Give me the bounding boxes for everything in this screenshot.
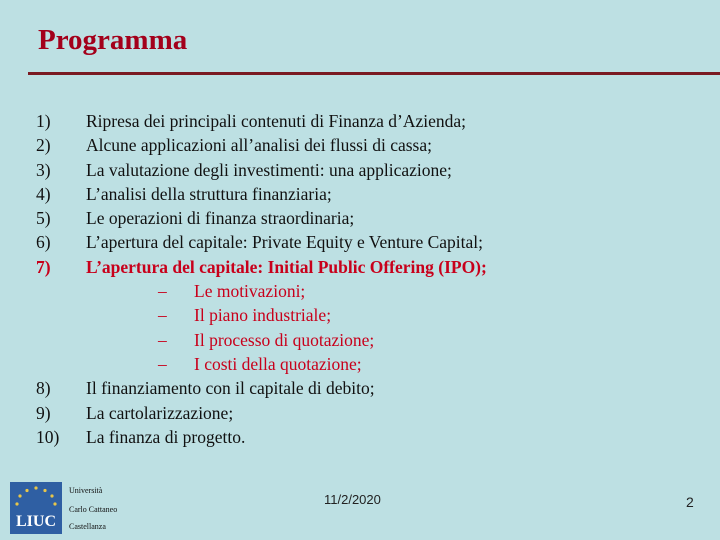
item-number: 7): [36, 256, 51, 277]
program-list: [36, 109, 716, 449]
slide-title: Programma: [38, 24, 188, 56]
item-text: L’analisi della struttura finanziaria;: [86, 183, 332, 204]
item-number: 3): [36, 159, 51, 180]
item-text: Le operazioni di finanza straordinaria;: [86, 208, 355, 229]
university-line: Carlo Cattaneo: [69, 505, 118, 514]
sub-item-text: Le motivazioni;: [194, 281, 306, 302]
list-item: [36, 425, 716, 449]
list-item: [36, 158, 716, 182]
sub-item: [36, 328, 716, 352]
university-line: Castellanza: [69, 522, 106, 531]
item-text: Il finanziamento con il capitale di debito;: [86, 378, 375, 399]
list-item: [36, 109, 716, 133]
list-item: [36, 401, 716, 425]
dash-bullet: –: [158, 305, 167, 326]
university-line: Università: [69, 486, 103, 495]
item-number: 2): [36, 135, 51, 156]
item-text: La valutazione degli investimenti: una applicazione;: [86, 159, 452, 180]
sub-item-text: I costi della quotazione;: [194, 353, 362, 374]
footer-date: 11/2/2020: [324, 492, 381, 507]
dash-bullet: –: [158, 353, 167, 374]
sub-item-text: Il processo di quotazione;: [194, 329, 375, 350]
sub-item-text: Il piano industriale;: [194, 305, 332, 326]
page-number: 2: [686, 494, 694, 510]
item-number: 10): [36, 426, 60, 447]
sub-item: [36, 279, 716, 303]
item-text: La finanza di progetto.: [86, 426, 246, 447]
item-text: La cartolarizzazione;: [86, 402, 234, 423]
list-item: [36, 230, 716, 254]
list-item: [36, 133, 716, 157]
item-number: 6): [36, 232, 51, 253]
list-item: [36, 376, 716, 400]
item-number: 9): [36, 402, 51, 423]
item-text: L’apertura del capitale: Private Equity e Venture Capital;: [86, 232, 484, 253]
list-item: [36, 206, 716, 230]
sub-item: [36, 352, 716, 376]
title-divider: [28, 72, 720, 75]
item-number: 8): [36, 378, 51, 399]
logo-text: LIUC: [15, 513, 57, 530]
item-number: 1): [36, 111, 51, 131]
dash-bullet: –: [158, 329, 167, 350]
item-text: Alcune applicazioni all’analisi dei flussi di cassa;: [86, 135, 433, 156]
item-text: L’apertura del capitale: Initial Public Offering (IPO);: [86, 256, 487, 277]
sub-item: [36, 303, 716, 327]
list-item: [36, 182, 716, 206]
item-number: 4): [36, 183, 51, 204]
dash-bullet: –: [158, 281, 167, 302]
list-item-highlighted: [36, 255, 716, 279]
liuc-logo: [10, 482, 62, 534]
item-text: Ripresa dei principali contenuti di Finanza d’Azienda;: [86, 111, 467, 131]
item-number: 5): [36, 208, 51, 229]
